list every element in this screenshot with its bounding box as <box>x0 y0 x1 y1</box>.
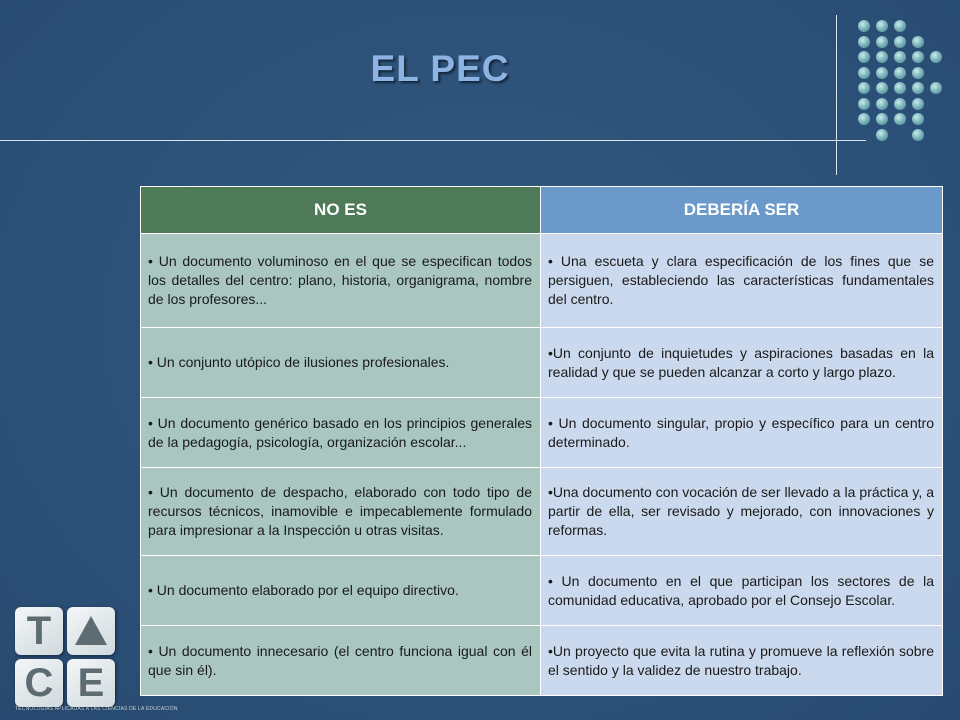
cell-deberia-ser: •Un conjunto de inquietudes y aspiraciones basadas en la realidad y que se pueden alcanzar a corto y largo plazo. <box>541 328 943 398</box>
decorative-dot <box>912 113 924 125</box>
decorative-dot <box>930 82 942 94</box>
decorative-dot <box>858 82 870 94</box>
horizontal-divider <box>0 140 866 141</box>
decorative-dot <box>858 113 870 125</box>
decorative-dot <box>858 67 870 79</box>
cell-deberia-ser: •Un proyecto que evita la rutina y promueve la reflexión sobre el sentido y la validez de nuestro trabajo. <box>541 626 943 696</box>
decorative-dot <box>912 51 924 63</box>
decorative-dot <box>894 36 906 48</box>
cell-no-es: • Un documento voluminoso en el que se especifican todos los detalles del centro: plano, historia, organigrama, nombre de los profesores... <box>141 234 541 328</box>
table-row <box>141 626 943 696</box>
cell-deberia-ser: • Una escueta y clara especificación de los fines que se persiguen, estableciendo las características fundamentales del centro. <box>541 234 943 328</box>
logo-letter-t: T <box>26 609 52 653</box>
table-row <box>141 398 943 468</box>
cell-no-es: • Un documento innecesario (el centro funciona igual con él que sin él). <box>141 626 541 696</box>
decorative-dot <box>876 36 888 48</box>
decorative-dot <box>876 82 888 94</box>
logo-tile-triangle <box>67 607 115 655</box>
decorative-dot <box>876 113 888 125</box>
vertical-divider <box>836 15 837 175</box>
decorative-dot <box>876 20 888 32</box>
decorative-dot <box>894 82 906 94</box>
table-row <box>141 328 943 398</box>
decorative-dot <box>912 67 924 79</box>
decorative-dot <box>876 129 888 141</box>
header-no-es: NO ES <box>141 187 541 234</box>
table-row <box>141 468 943 556</box>
cell-deberia-ser: • Un documento singular, propio y específico para un centro determinado. <box>541 398 943 468</box>
decorative-dot <box>858 36 870 48</box>
decorative-dot <box>894 113 906 125</box>
decorative-dot <box>858 51 870 63</box>
decorative-dot <box>876 51 888 63</box>
decorative-dot <box>894 51 906 63</box>
decorative-dot <box>876 98 888 110</box>
decorative-dot <box>858 98 870 110</box>
decorative-dot <box>876 67 888 79</box>
decorative-dot <box>894 98 906 110</box>
decorative-dot <box>912 36 924 48</box>
header-deberia-ser: DEBERÍA SER <box>541 187 943 234</box>
cell-no-es: • Un documento de despacho, elaborado con todo tipo de recursos técnicos, inamovible e impecablemente formulado para impresionar a la Inspección u otras visitas. <box>141 468 541 556</box>
logo-tile-c <box>15 659 63 707</box>
cell-no-es: • Un documento elaborado por el equipo directivo. <box>141 556 541 626</box>
decorative-dot <box>930 51 942 63</box>
tace-logo <box>15 607 178 713</box>
decorative-dot <box>858 20 870 32</box>
cell-deberia-ser: • Un documento en el que participan los sectores de la comunidad educativa, aprobado por el Consejo Escolar. <box>541 556 943 626</box>
decorative-dot <box>912 98 924 110</box>
table-header-row <box>141 187 943 234</box>
decorative-dot <box>894 67 906 79</box>
cell-no-es: • Un conjunto utópico de ilusiones profesionales. <box>141 328 541 398</box>
logo-caption: TECNOLOGÍAS APLICADAS A LAS CIENCIAS DE LA EDUCACIÓN <box>15 706 178 712</box>
comparison-table <box>140 186 943 696</box>
triangle-icon <box>67 607 115 655</box>
logo-letter-e: E <box>77 661 105 705</box>
decorative-dot <box>912 129 924 141</box>
cell-deberia-ser: •Una documento con vocación de ser llevado a la práctica y, a partir de ella, ser revisado y mejorado, con innovaciones y reformas. <box>541 468 943 556</box>
logo-tile-e <box>67 659 115 707</box>
decorative-dot <box>894 20 906 32</box>
logo-tile-t <box>15 607 63 655</box>
cell-no-es: • Un documento genérico basado en los principios generales de la pedagogía, psicología, organización escolar... <box>141 398 541 468</box>
decorative-dot <box>912 82 924 94</box>
logo-letter-c: C <box>24 661 54 705</box>
table-row <box>141 556 943 626</box>
slide-title: EL PEC <box>370 48 510 89</box>
table-row <box>141 234 943 328</box>
